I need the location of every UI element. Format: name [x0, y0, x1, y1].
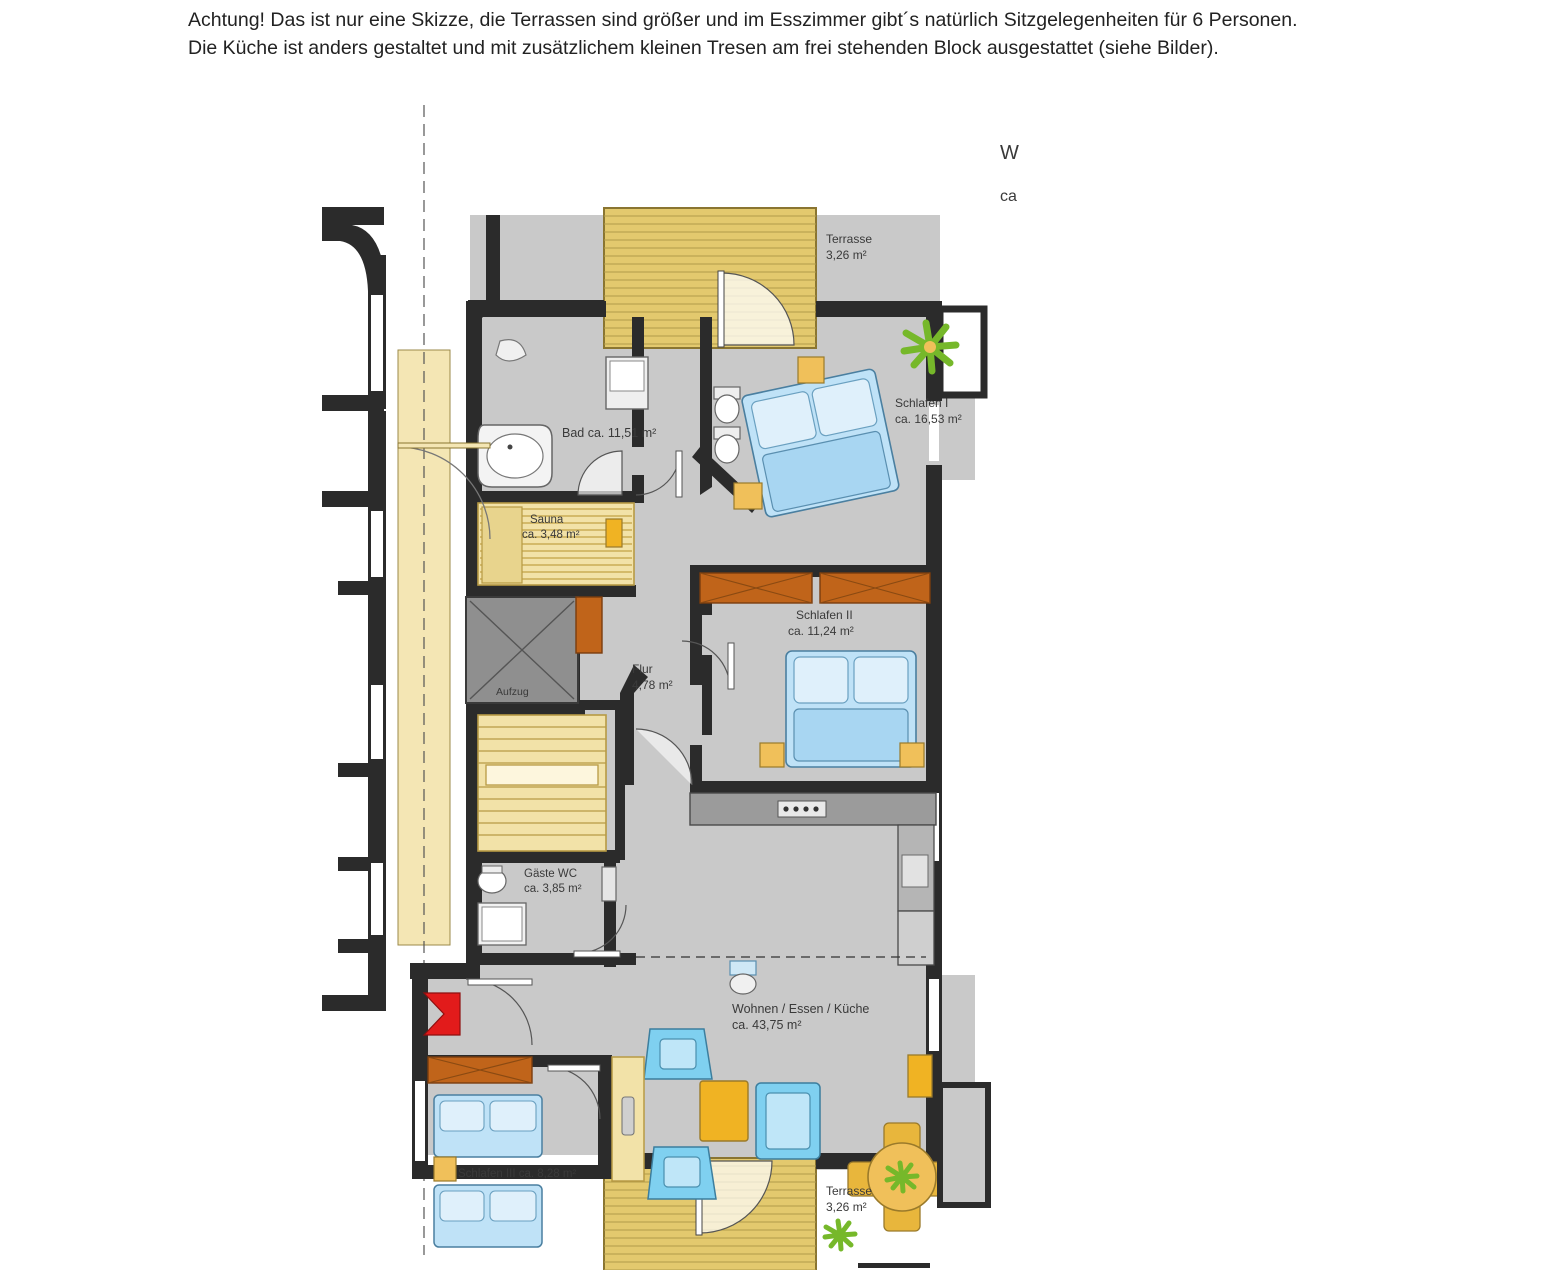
label-schlafen-1-name: Schlafen I: [895, 396, 949, 410]
label-terrasse-top-area: 3,26 m²: [826, 248, 867, 262]
label-sauna-area: ca. 3,48 m²: [522, 529, 580, 541]
label-wohnen-name: Wohnen / Essen / Küche: [732, 1002, 870, 1016]
label-terrasse-bottom-area: 3,26 m²: [826, 1200, 867, 1214]
floorplan-diagram: [0, 95, 1560, 1270]
label-terrasse-bottom-name: Terrasse: [826, 1184, 873, 1198]
door-leaf-schlafen2: [728, 643, 734, 689]
label-aufzug: Aufzug: [496, 686, 529, 698]
label-schlafen-1-area: ca. 16,53 m²: [895, 412, 962, 426]
label-terrasse-top-name: Terrasse: [826, 232, 873, 246]
notice-text: [188, 6, 1418, 63]
entrance-door-leaf: [398, 443, 490, 448]
staircase: [478, 715, 606, 851]
notice-line-2: Die Küche ist anders gestaltet und mit zusätzlichem kleinen Tresen am frei stehenden Block ausgestattet (siehe Bilder).: [188, 37, 1219, 60]
label-wc-name: Gäste WC: [524, 868, 578, 880]
label-bad: Bad ca. 11,51 m²: [562, 426, 657, 440]
label-schlafen-2-area: ca. 11,24 m²: [788, 624, 854, 638]
label-flur-name: Flur: [632, 662, 653, 676]
label-wc-area: ca. 3,85 m²: [524, 883, 582, 895]
label-sauna-name: Sauna: [530, 514, 564, 526]
label-wohnen-area: ca. 43,75 m²: [732, 1018, 802, 1032]
bottom-wall-fragment: [858, 1263, 930, 1268]
plan-title-partial-2: ca: [1000, 188, 1017, 205]
plan-title-partial-1: W: [1000, 142, 1019, 164]
label-schlafen-2-name: Schlafen II: [796, 608, 853, 622]
label-schlafen-3: Schlafen III ca. 8,28 m²: [458, 1168, 577, 1180]
notice-line-1: Achtung! Das ist nur eine Skizze, die Terrassen sind größer und im Esszimmer gibt´s natürlich Sitzgelegenheiten für 6 Personen.: [188, 9, 1298, 31]
label-flur-area: 4,78 m²: [632, 678, 673, 692]
